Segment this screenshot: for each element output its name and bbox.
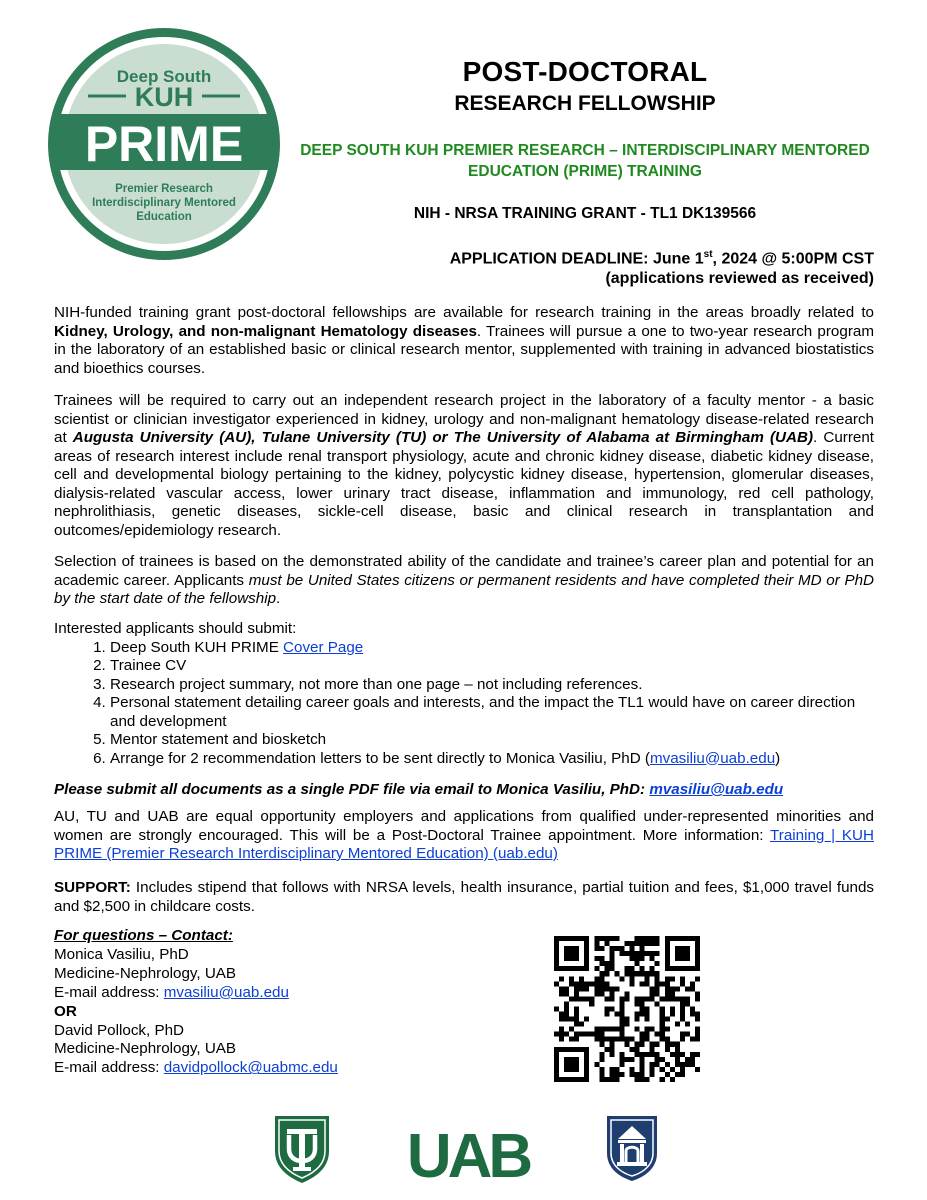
intro-paragraph [54,304,874,378]
item6-close: ) [775,749,781,767]
mvasiliu-email-link[interactable]: mvasiliu@uab.edu [649,749,776,767]
deadline-superscript: st [703,249,713,260]
program-name: DEEP SOUTH KUH PREMIER RESEARCH – INTERDISCIPLINARY MENTORED EDUCATION (PRIME) TRAINING [300,142,870,180]
grant-number: NIH - NRSA TRAINING GRANT - TL1 DK139566 [413,205,757,222]
list-item: 3. Research project summary, not more than one page – not including references. [110,676,874,695]
logo-deep-south: Deep South [116,67,212,86]
equal-opportunity-paragraph [54,808,874,864]
submission-list [54,639,874,769]
selection-paragraph [54,553,874,609]
uab-wordmark: UAB [406,1126,530,1182]
logo-tagline-1: Premier Research [115,183,213,195]
augusta-university-logo [604,1113,660,1183]
contact-2-name: David Pollock, PhD [54,1021,184,1039]
contact-2-email-link[interactable]: davidpollock@uabmc.edu [163,1059,338,1077]
contact-2-email-row [54,1059,474,1078]
email-label: E-mail address: [54,983,164,1001]
deadline-suffix: , 2024 @ 5:00PM CST [712,250,874,268]
contact-1-name: Monica Vasiliu, PhD [54,945,189,963]
contact-heading: For questions – Contact: [54,927,233,944]
email-label: E-mail address: [54,1059,164,1077]
support-paragraph [54,879,874,916]
page-title: POST-DOCTORAL [462,56,708,87]
training-info-link[interactable]: Training | KUH PRIME (Premier Research Interdisciplinary Mentored Education) (uab.edu) [54,826,874,862]
logo-kuh: KUH [134,82,194,112]
intro-text-c: . Trainees will pursue a one to two-year research program in the laboratory of an established basic or clinical research mentor, supplemented with training in advanced biostatistics and bioethics courses. [54,322,874,377]
intro-research-areas: Kidney, Urology, and non-malignant Hematology diseases [54,322,477,340]
contact-block [54,927,474,1078]
selection-eligibility: must be United States citizens or permanent residents and have completed their MD or PhD by the start date of the fellowship [54,571,874,607]
uab-logo [388,1126,548,1182]
item1-text: Deep South KUH PRIME [110,638,284,656]
logo-tagline-2: Interdisciplinary Mentored [92,197,236,209]
item6-text: Arrange for 2 recommendation letters to be sent directly to Monica Vasiliu, PhD ( [110,749,650,767]
tulane-university-logo [272,1113,332,1185]
deadline-note: (applications reviewed as received) [605,270,874,288]
list-item: 5. Mentor statement and biosketch [110,731,874,750]
list-item: 4. Personal statement detailing career goals and interests, and the impact the TL1 would have on career direction and development [110,694,874,731]
submission-requirements [54,620,874,768]
list-item [110,639,874,658]
list-item [110,750,874,769]
cover-page-link[interactable]: Cover Page [283,638,364,656]
logo-tagline-3: Education [136,211,192,223]
research-text-a: Trainees will be required to carry out an independent research project in the laboratory of a faculty mentor - a basic scientist or clinician investigator experienced in kidney, urology and non-malignant hematology disease-related research at [54,392,874,446]
research-text-c: . Current areas of research interest include renal transport physiology, acute and chronic kidney disease, diabetic kidney disease, cell and developmental biology pertaining to the kidney, polycystic kidney disease, hypertension, glomerular diseases, dialysis-related vascular access, lower urinary tract disease, inflammation and immunology, red cell pathology, nephrolithiasis, genetic diseases, sickle-cell disease, basic and clinical research in transplantation and outcomes/epidemiology research. [54,429,874,539]
selection-text-a: Selection of trainees is based on the demonstrated ability of the candidate and trainee’s career plan and potential for an academic career. Applicants [54,553,874,589]
research-institutions: Augusta University (AU), Tulane University (TU) or The University of Alabama at Birmingham (UAB) [72,429,814,446]
submission-note-text: Please submit all documents as a single PDF file via email to Monica Vasiliu, PhD: [54,781,650,798]
research-paragraph [54,392,874,540]
intro-text-a: NIH-funded training grant post-doctoral fellowships are available for research training in the areas broadly related to [54,304,874,321]
contact-2-dept: Medicine-Nephrology, UAB [54,1040,237,1058]
submission-email-link[interactable]: mvasiliu@uab.edu [649,781,784,798]
equal-opportunity-text: AU, TU and UAB are equal opportunity employers and applications from qualified under-represented minorities and women are strongly encouraged. This will be a Post-Doctoral Trainee appointment. More information: [54,808,874,844]
page-subtitle: RESEARCH FELLOWSHIP [454,92,716,115]
selection-text-c: . [276,590,281,607]
submission-heading: Interested applicants should submit: [54,620,297,637]
deadline-prefix: APPLICATION DEADLINE: June 1 [449,250,704,268]
logo-prime: PRIME [84,116,244,172]
qr-code[interactable] [554,936,700,1082]
contact-1-email-row [54,984,474,1003]
application-deadline [300,245,874,289]
contact-or: OR [54,1002,77,1020]
contact-1-dept: Medicine-Nephrology, UAB [54,964,237,982]
support-label: SUPPORT: [54,879,131,896]
submission-note [54,781,874,798]
list-item: 2. Trainee CV [110,657,874,676]
support-text: Includes stipend that follows with NRSA levels, health insurance, partial tuition and fees, $1,000 travel funds and $2,500 in childcare costs. [54,879,874,915]
contact-1-email-link[interactable]: mvasiliu@uab.edu [163,983,289,1001]
kuh-prime-logo [46,26,282,262]
